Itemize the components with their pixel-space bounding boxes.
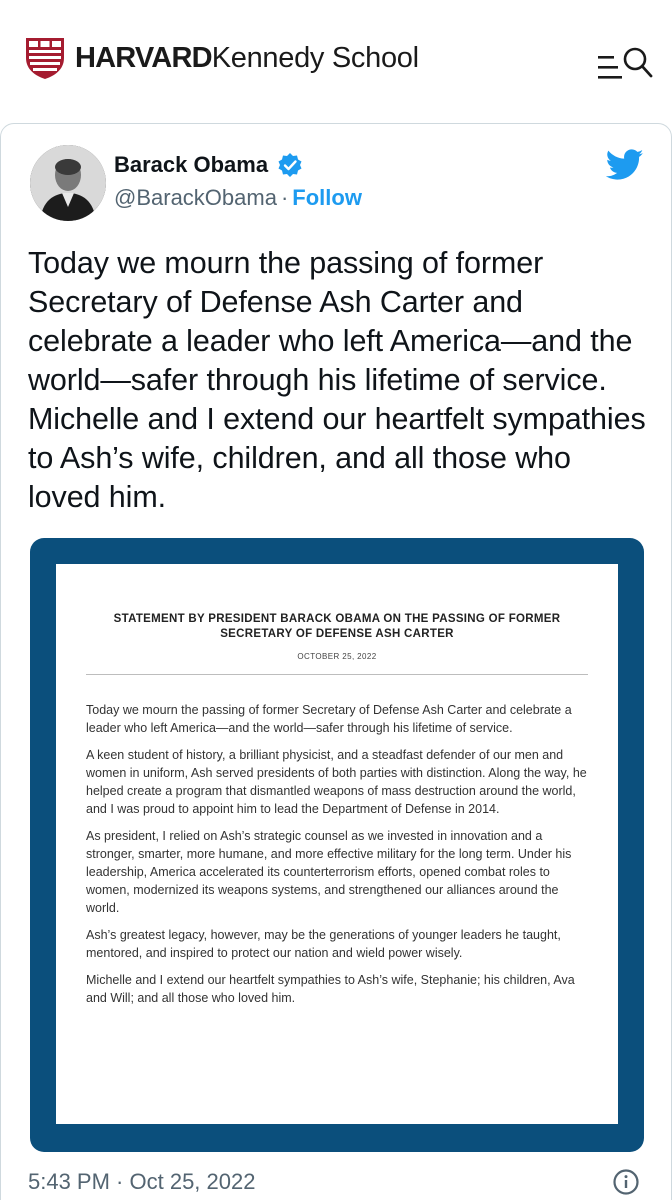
separator: · <box>280 185 289 210</box>
follow-button[interactable]: Follow <box>292 185 362 210</box>
statement-paragraph: A keen student of history, a brilliant physicist, and a steadfast defender of our men and women in uniform, Ash served presidents of both parties with distinction. Along the way, he helped create a program that dismantled weapons of mass destruction around the world, and I was proud to appoint him to lead the Department of Defense in 2014. <box>86 748 587 816</box>
tweet-date: Oct 25, 2022 <box>129 1169 256 1194</box>
brand-wordmark <box>75 42 419 75</box>
statement-document <box>56 564 618 1124</box>
harvard-shield-icon <box>24 36 66 80</box>
avatar[interactable] <box>30 145 106 221</box>
tweet-text: Today we mourn the passing of former Secretary of Defense Ash Carter and celebrate a leader who left America—and the world—safer through his lifetime of service. Michelle and I extend our heartfelt sympathies to Ash’s wife, children, and all those who loved him. <box>28 246 646 514</box>
statement-body <box>86 701 594 1016</box>
statement-paragraph: Today we mourn the passing of former Secretary of Defense Ash Carter and celebrate a leader who left America—and the world—safer through his lifetime of service. <box>86 703 572 735</box>
handle[interactable]: @BarackObama <box>114 185 277 210</box>
verified-badge-icon <box>277 152 303 178</box>
statement-title: STATEMENT BY PRESIDENT BARACK OBAMA ON THE PASSING OF FORMER SECRETARY OF DEFENSE ASH CARTER <box>113 613 561 640</box>
twitter-bird-icon[interactable] <box>606 149 644 181</box>
brand-light: Kennedy School <box>211 41 419 74</box>
statement-paragraph: As president, I relied on Ash’s strategic counsel as we invested in innovation and a stronger, smarter, more humane, and more effective military for the long term. Under his leadership, America accelerated its counterterrorism efforts, opened combat roles to women, modernized its weapons systems, and strengthened our alliances around the world. <box>86 829 572 915</box>
statement-paragraph: Michelle and I extend our heartfelt sympathies to Ash’s wife, Stephanie; his children, Ava and Will; and all those who loved him. <box>86 973 575 1005</box>
statement-date: OCTOBER 25, 2022 <box>297 652 377 661</box>
avatar-portrait <box>30 145 106 221</box>
tweet-timestamp[interactable]: 5:43 PM · Oct 25, 2022 <box>28 1169 256 1194</box>
site-header <box>0 0 672 110</box>
brand-bold: HARVARD <box>75 41 212 74</box>
statement-paragraph: Ash’s greatest legacy, however, may be the generations of younger leaders he taught, mentored, and inspired to protect our nation and wield power wisely. <box>86 928 561 960</box>
statement-divider <box>86 674 588 675</box>
tweet-time: 5:43 PM <box>28 1169 110 1194</box>
handle-row <box>114 185 362 211</box>
display-name[interactable]: Barack Obama <box>114 152 269 177</box>
menu-search-icon[interactable] <box>596 46 654 82</box>
info-icon[interactable] <box>612 1168 640 1196</box>
hks-logo[interactable] <box>24 36 419 80</box>
